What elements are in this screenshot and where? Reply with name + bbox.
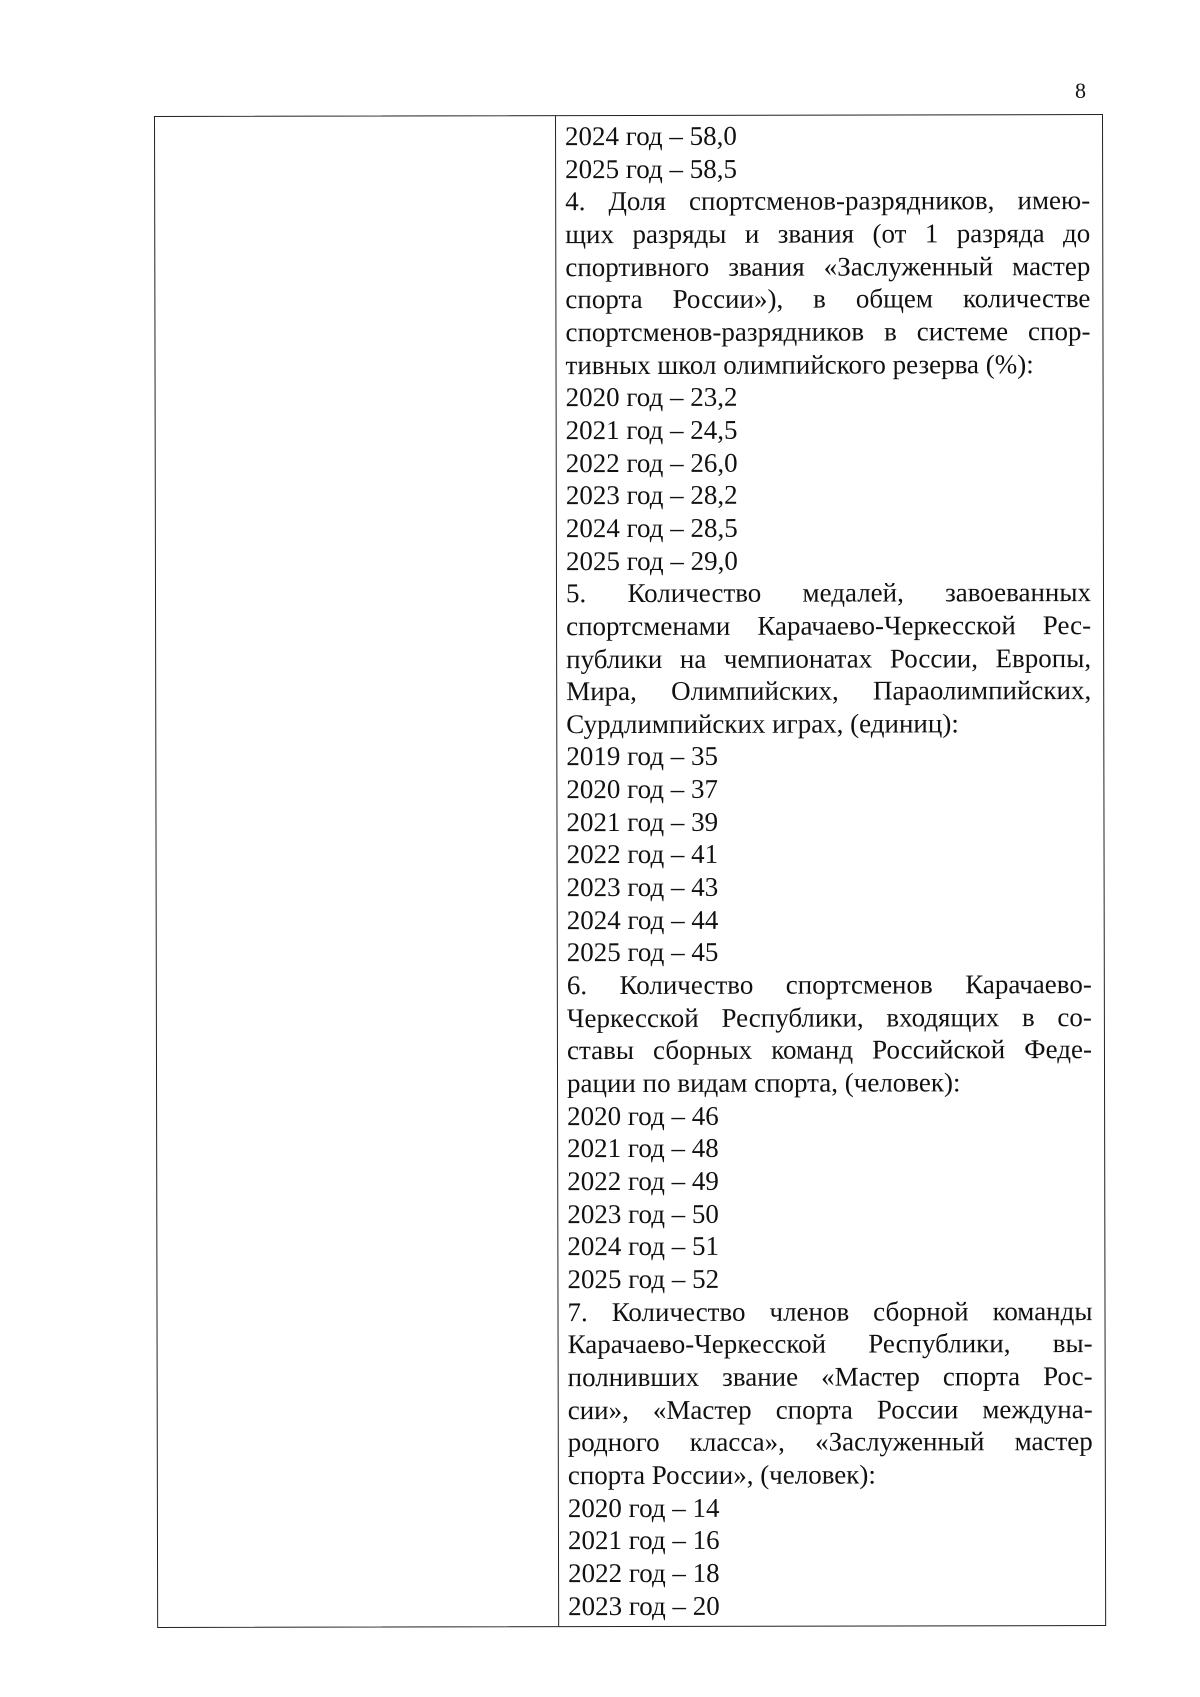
year-value-line: 2023 год – 20 [568, 1590, 720, 1621]
year-value-line: 2024 год – 28,5 [565, 512, 738, 544]
year-value-line: 2024 год – 44 [566, 904, 719, 935]
item4-text-line: спорта России»), в общем количестве [565, 283, 1091, 315]
item5-text-line: Мира, Олимпийских, Параолимпийских, [566, 675, 1092, 707]
item7-text-line: сии», «Мастер спорта России междуна- [567, 1393, 1093, 1425]
item7-text-line: 7. Количество членов сборной команды [567, 1295, 1093, 1327]
year-value-line: 2020 год – 14 [567, 1492, 720, 1523]
item7-text-line: спорта России», (человек): [567, 1459, 876, 1491]
year-value-line: 2021 год – 24,5 [565, 414, 738, 446]
item4-text-line: щих разряды и звания (от 1 разряда до [565, 218, 1091, 250]
year-value-line: 2024 год – 51 [567, 1231, 720, 1262]
item7-text-line: полнивших звание «Мастер спорта Рос- [567, 1360, 1093, 1393]
item4-text-line: тивных школ олимпийского резерва (%): [565, 348, 1034, 380]
item5-text-line: Сурдлимпийских играх, (единиц): [566, 708, 959, 739]
indicators-table [154, 114, 1106, 1628]
year-value-line: 2023 год – 43 [566, 871, 719, 903]
item4-text-line: спортсменов-разрядников в системе спор- [565, 315, 1091, 348]
year-value-line: 2022 год – 26,0 [565, 447, 738, 478]
item7-text-line: родного класса», «Заслуженный мастер [567, 1426, 1093, 1458]
year-value-line: 2025 год – 45 [566, 937, 719, 968]
year-value-line: 2022 год – 18 [568, 1557, 720, 1589]
page-number: 8 [1075, 78, 1086, 103]
year-value-line: 2023 год – 50 [567, 1198, 719, 1229]
year-value-line: 2025 год – 29,0 [565, 545, 738, 576]
year-value-line: 2020 год – 23,2 [565, 382, 738, 413]
year-value-line: 2020 год – 37 [566, 773, 719, 805]
item5-text-line: спортсменами Карачаево-Черкесской Рес- [566, 609, 1092, 641]
item6-text-line: 6. Количество спортсменов Карачаево- [566, 969, 1092, 1001]
item7-text-line: Карачаево-Черкесской Республики, вы- [567, 1328, 1093, 1360]
year-value-line: 2022 год – 49 [567, 1165, 719, 1197]
item4-text-line: спортивного звания «Заслуженный мастер [565, 250, 1091, 282]
year-value-line: 2022 год – 41 [566, 839, 719, 870]
year-value-line: 2024 год – 58,0 [565, 120, 737, 152]
item6-text-line: рации по видам спорта, (человек): [566, 1067, 961, 1099]
year-value-line: 2021 год – 16 [567, 1525, 720, 1556]
year-value-line: 2019 год – 35 [566, 741, 718, 772]
year-value-line: 2025 год – 58,5 [565, 153, 738, 184]
year-value-line: 2021 год – 48 [567, 1133, 719, 1164]
year-value-line: 2023 год – 28,2 [565, 479, 738, 511]
item6-text-line: Черкесской Республики, входящих в со- [566, 1001, 1092, 1033]
year-value-line: 2020 год – 46 [567, 1100, 719, 1131]
table-right-cell [565, 119, 1093, 1622]
item6-text-line: ставы сборных команд Российской Феде- [566, 1034, 1092, 1066]
year-value-line: 2025 год – 52 [567, 1263, 720, 1295]
item4-text-line: 4. Доля спортсменов-разрядников, имею- [565, 185, 1091, 217]
year-value-line: 2021 год – 39 [566, 806, 719, 837]
item5-text-line: публики на чемпионатах России, Европы, [566, 642, 1092, 674]
item5-text-line: 5. Количество медалей, завоеванных [565, 577, 1092, 609]
table-left-cell [155, 116, 558, 1627]
